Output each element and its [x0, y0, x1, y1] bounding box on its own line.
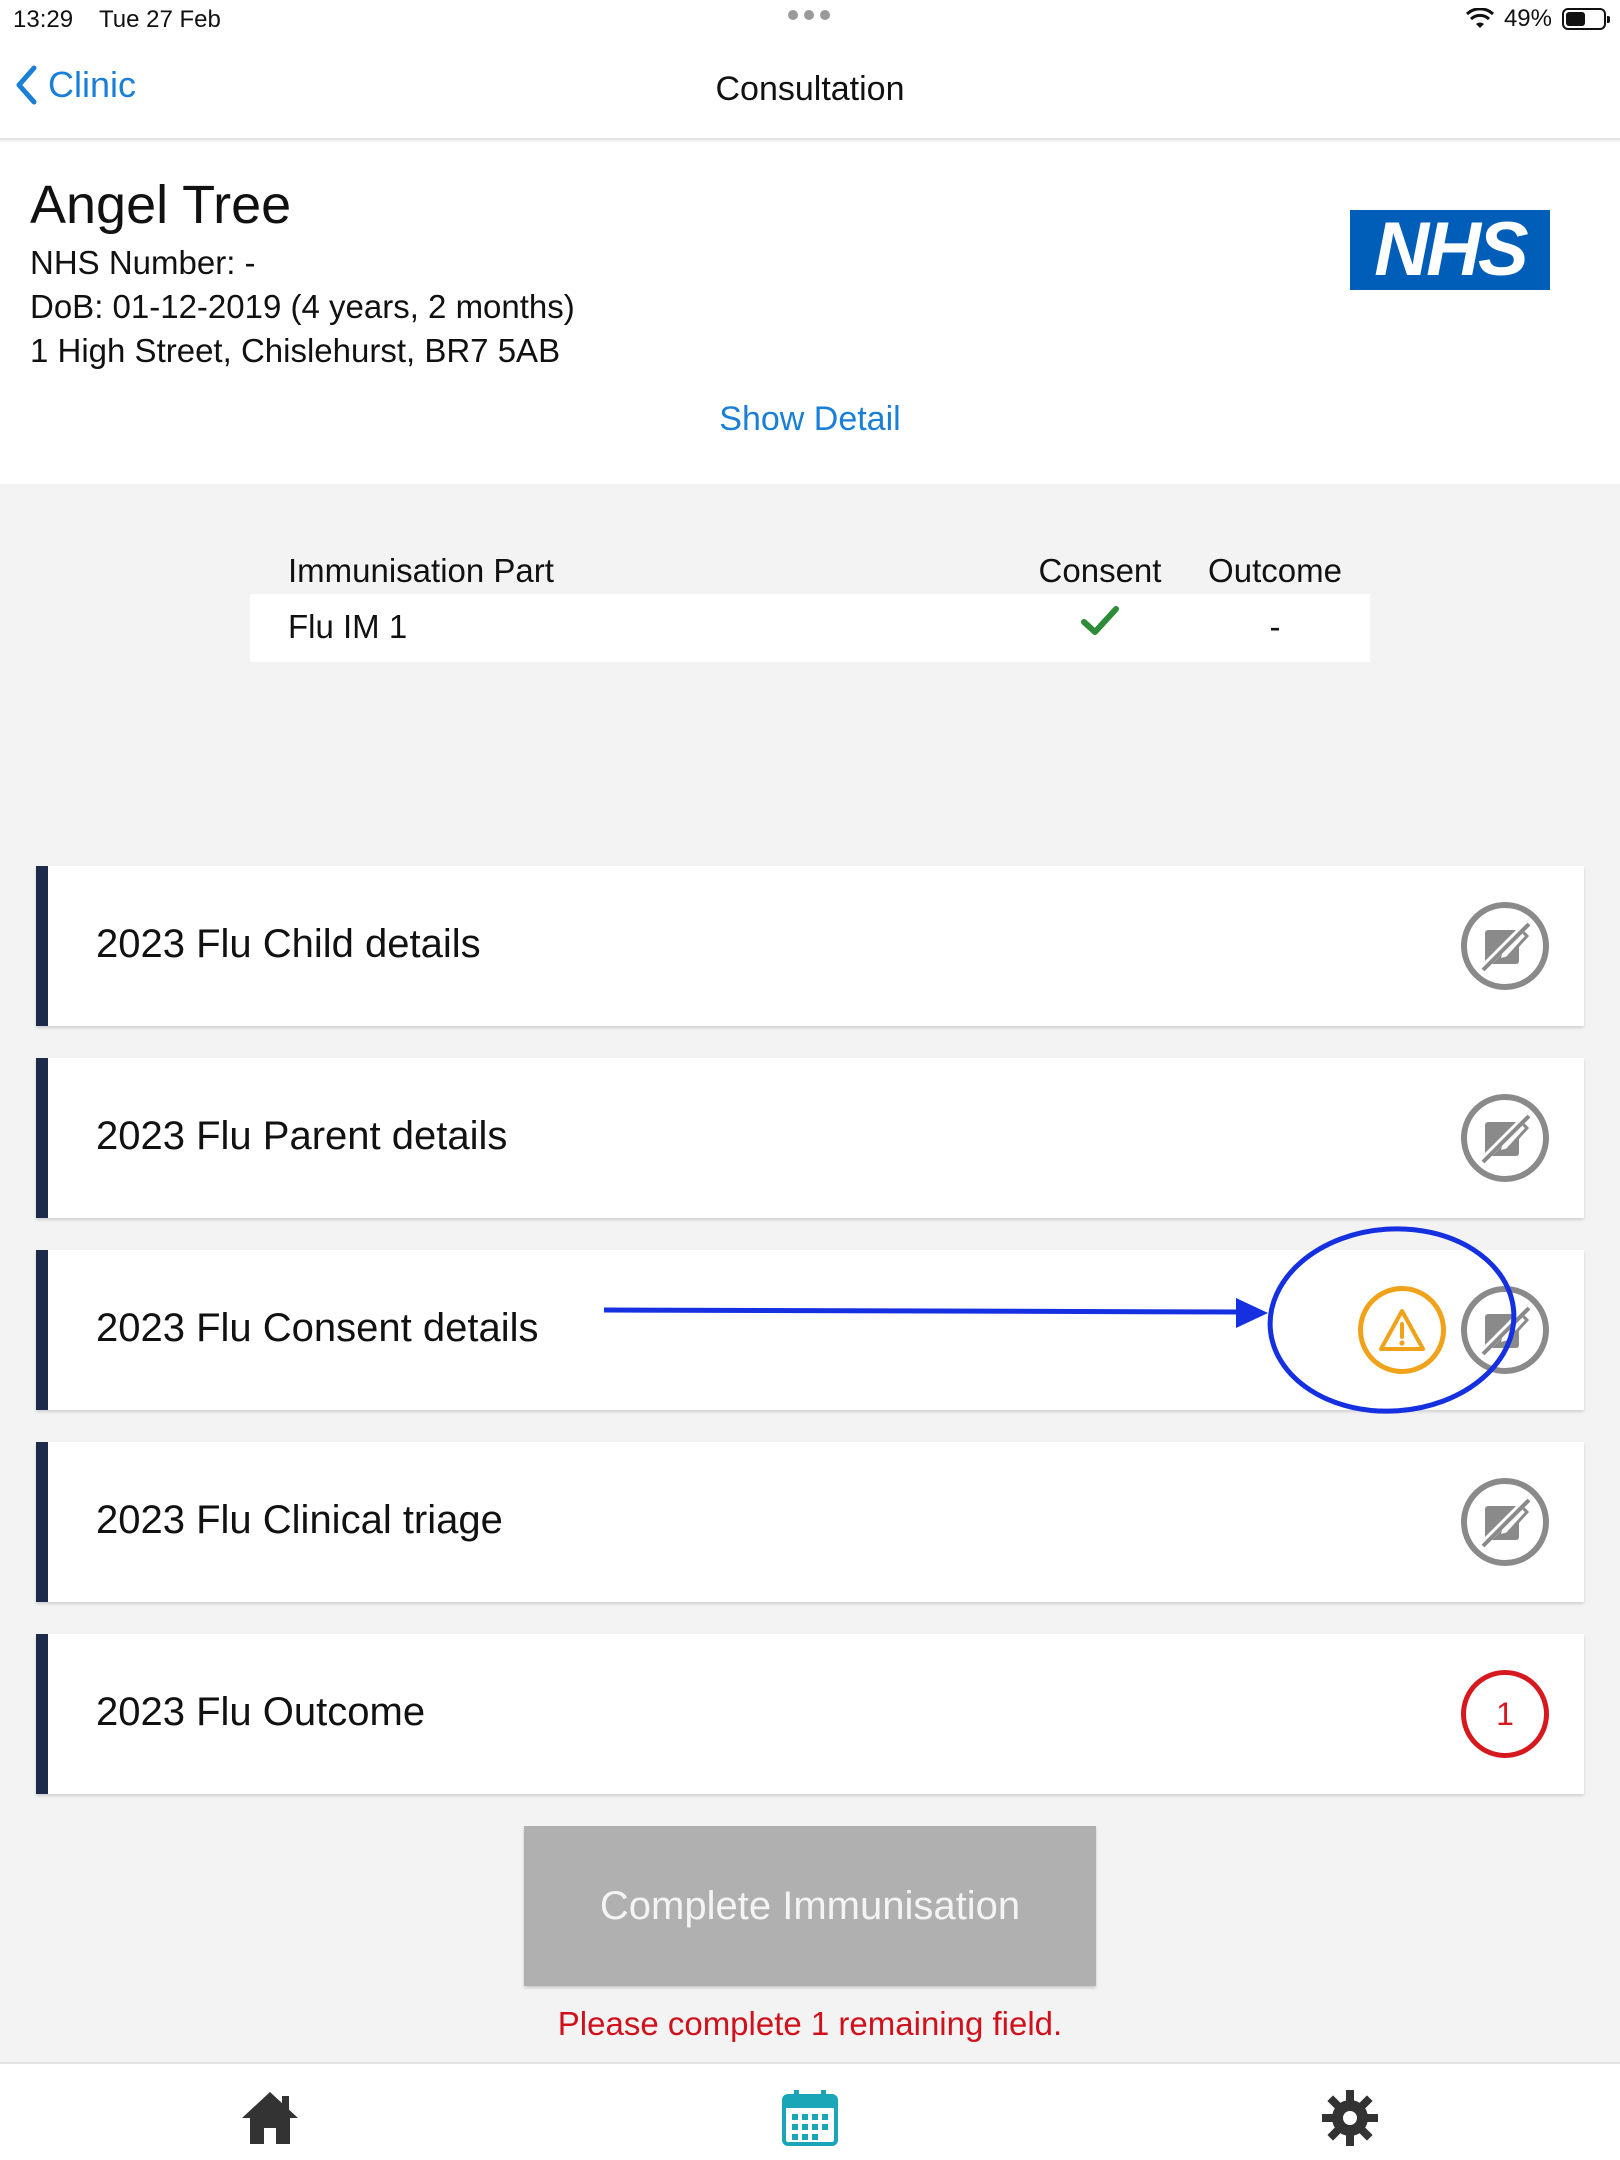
remaining-count-badge: 1	[1461, 1670, 1549, 1758]
section-clinical-triage[interactable]	[36, 1442, 1584, 1602]
patient-name: Angel Tree	[30, 175, 292, 235]
column-header-consent: Consent	[1038, 552, 1162, 589]
multitasking-dots-icon[interactable]	[788, 10, 830, 20]
section-title: 2023 Flu Child details	[96, 922, 481, 966]
address: 1 High Street, Chislehurst, BR7 5AB	[30, 332, 561, 369]
warning-icon[interactable]	[1358, 1286, 1446, 1374]
check-icon	[1080, 604, 1120, 638]
section-consent-details[interactable]	[36, 1250, 1584, 1410]
battery-percent: 49%	[1503, 5, 1552, 32]
wifi-icon	[1466, 8, 1494, 30]
section-outcome[interactable]	[36, 1634, 1584, 1794]
edit-disabled-icon	[1461, 1286, 1549, 1374]
gear-icon[interactable]	[1318, 2086, 1382, 2150]
navigation-bar	[0, 40, 1620, 140]
status-bar	[0, 0, 1620, 40]
column-header-part: Immunisation Part	[288, 552, 554, 589]
immunisation-part-cell: Flu IM 1	[288, 608, 408, 645]
back-button-label: Clinic	[48, 64, 137, 105]
edit-disabled-icon	[1461, 1094, 1549, 1182]
page-title: Consultation	[715, 70, 905, 108]
section-title: 2023 Flu Clinical triage	[96, 1498, 503, 1542]
tab-bar	[0, 2062, 1620, 2160]
section-child-details[interactable]	[36, 866, 1584, 1026]
patient-header	[0, 142, 1620, 484]
status-date: Tue 27 Feb	[99, 6, 221, 33]
section-title: 2023 Flu Consent details	[96, 1306, 539, 1350]
section-title: 2023 Flu Outcome	[96, 1690, 426, 1734]
remaining-fields-message: Please complete 1 remaining field.	[557, 2005, 1063, 2042]
nhs-number: NHS Number: -	[30, 244, 256, 281]
consent-cell	[1035, 608, 1165, 646]
status-time: 13:29	[13, 6, 74, 33]
column-header-outcome: Outcome	[1208, 552, 1342, 589]
battery-icon	[1562, 8, 1606, 30]
edit-disabled-icon	[1461, 902, 1549, 990]
outcome-cell: -	[1269, 608, 1281, 645]
table-row[interactable]	[250, 594, 1370, 662]
immunisation-table	[250, 538, 1370, 662]
section-title: 2023 Flu Parent details	[96, 1114, 508, 1158]
show-detail-link[interactable]: Show Detail	[719, 400, 901, 438]
home-icon[interactable]	[238, 2086, 302, 2150]
date-of-birth: DoB: 01-12-2019 (4 years, 2 months)	[30, 288, 575, 325]
table-header	[250, 538, 1370, 594]
edit-disabled-icon	[1461, 1478, 1549, 1566]
complete-immunisation-button[interactable]: Complete Immunisation	[524, 1826, 1096, 1986]
nhs-logo: NHS	[1350, 210, 1550, 290]
calendar-icon[interactable]	[778, 2086, 842, 2150]
status-indicators	[1466, 5, 1606, 33]
section-parent-details[interactable]	[36, 1058, 1584, 1218]
